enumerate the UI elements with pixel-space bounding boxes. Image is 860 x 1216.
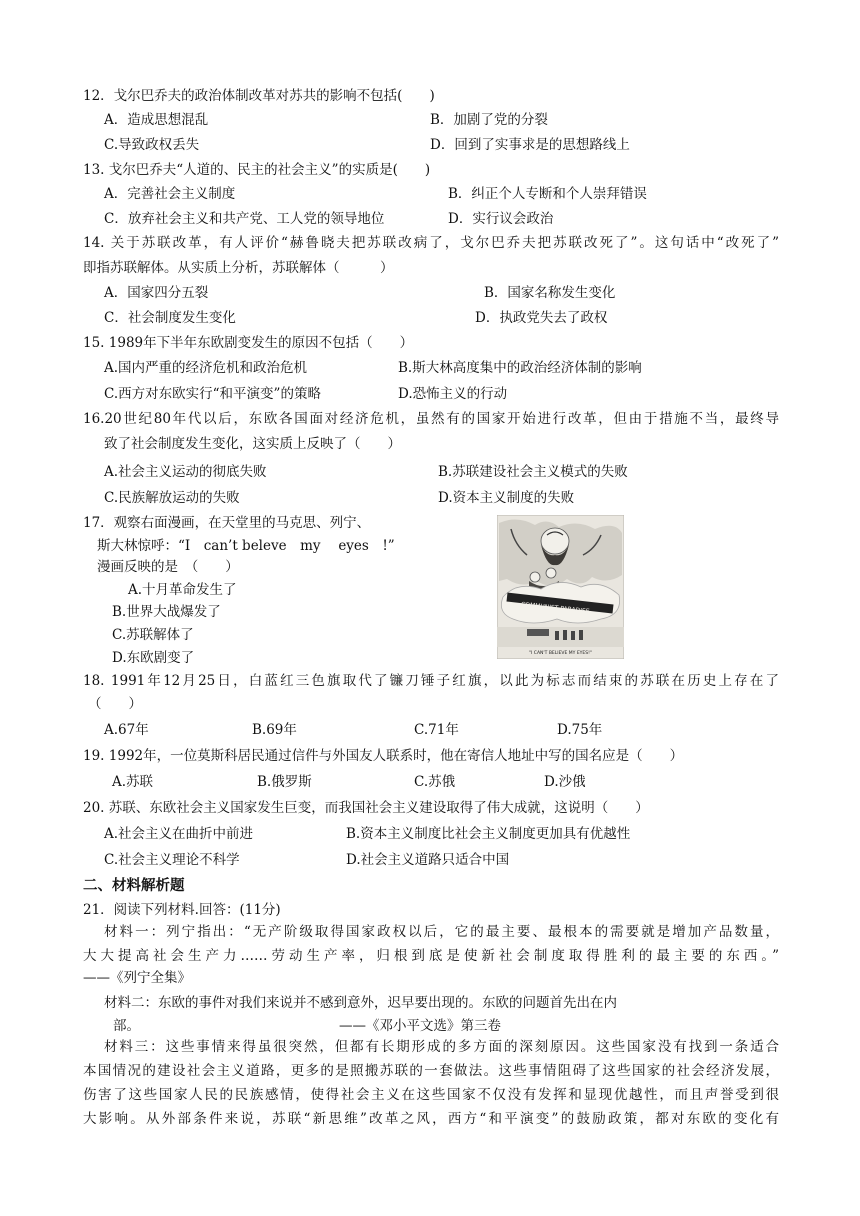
q17-stem-line2: 斯大林惊呼：“I can’t beleve my eyes !”	[97, 538, 395, 554]
q18-option-b: B.69年	[252, 722, 297, 738]
q16-option-c: C.民族解放运动的失败	[104, 490, 240, 506]
q18-option-d: D.75年	[557, 722, 603, 738]
q17-option-c: C.苏联解体了	[112, 627, 194, 643]
q18-option-a: A.67年	[104, 722, 149, 738]
q12-option-a: A．造成思想混乱	[104, 112, 209, 128]
q13-option-b: B．纠正个人专断和个人崇拜错误	[448, 186, 647, 202]
q15-option-b: B.斯大林高度集中的政治经济体制的影响	[398, 360, 642, 376]
q19-option-b: B.俄罗斯	[257, 774, 312, 790]
q17-option-b: B.世界大战爆发了	[112, 604, 221, 620]
cartoon-sign-text: COMMUNIST PARADISE	[520, 601, 590, 616]
q18-stem-line2: （ ）	[88, 696, 142, 712]
q17-stem-line3: 漫画反映的是 （ ）	[97, 559, 239, 575]
q18-stem-line1: 18. 1991年12月25日，白蓝红三色旗取代了镰刀锤子红旗，以此为标志而结束的苏联在历史上存在了	[83, 673, 779, 689]
q21-material3-line3: 伤害了这些国家人民的民族感情，使得社会主义在这些国家不仅没有发挥和显现优越性，而且声誉受到很	[83, 1087, 779, 1103]
q12-option-d: D．回到了实事求是的思想路线上	[430, 137, 630, 153]
q12-option-c: C.导致政权丢失	[104, 137, 200, 153]
q19-option-c: C.苏俄	[414, 774, 456, 790]
q14-option-b: B．国家名称发生变化	[484, 285, 616, 301]
q20-option-a: A.社会主义在曲折中前进	[104, 826, 254, 842]
q21-material3-line2: 本国情况的建设社会主义道路，更多的是照搬苏联的一套做法。这些事情阻碍了这些国家的社会经济发展，	[83, 1063, 779, 1079]
q16-option-a: A.社会主义运动的彻底失败	[104, 464, 267, 480]
q21-stem: 21．阅读下列材料.回答：(11分)	[83, 902, 281, 918]
q16-stem-line2: 致了社会制度发生变化，这实质上反映了（ ）	[104, 436, 401, 452]
q16-stem-line1: 16.20世纪80年代以后，东欧各国面对经济危机，虽然有的国家开始进行改革，但由于措施不当，最终导	[83, 411, 779, 427]
q15-option-d: D.恐怖主义的行动	[398, 386, 508, 402]
q21-material2-source: ——《邓小平文选》第三卷	[339, 1018, 501, 1034]
q14-option-c: C．社会制度发生变化	[104, 310, 236, 326]
q13-option-c: C．放弃社会主义和共产党、工人党的领导地位	[104, 211, 385, 227]
q21-material2-line1: 材料二：东欧的事件对我们来说并不感到意外，迟早要出现的。东欧的问题首先出在内	[104, 995, 617, 1011]
q16-option-d: D.资本主义制度的失败	[438, 490, 575, 506]
q13-option-d: D．实行议会政治	[448, 211, 554, 227]
q14-option-a: A．国家四分五裂	[104, 285, 209, 301]
q20-option-d: D.社会主义道路只适合中国	[346, 852, 510, 868]
q20-option-b: B.资本主义制度比社会主义制度更加具有优越性	[346, 826, 631, 842]
q14-option-d: D．执政党失去了政权	[475, 310, 608, 326]
q12-stem: 12．戈尔巴乔夫的政治体制改革对苏共的影响不包括( )	[83, 88, 435, 104]
q21-material3-line4: 大影响。从外部条件来说，苏联“新思维”改革之风，西方“和平演变”的鼓励政策，都对东欧的变化有	[83, 1111, 779, 1127]
q19-option-a: A.苏联	[112, 774, 154, 790]
q15-stem: 15. 1989年下半年东欧剧变发生的原因不包括（ ）	[83, 335, 414, 351]
q15-option-c: C.西方对东欧实行“和平演变”的策略	[104, 386, 321, 402]
cartoon-caption: "I CAN'T BELIEVE MY EYES!"	[528, 651, 593, 656]
q15-option-a: A.国内严重的经济危机和政治危机	[104, 360, 308, 376]
q14-stem-line1: 14. 关于苏联改革，有人评价“赫鲁晓夫把苏联改病了，戈尔巴乔夫把苏联改死了”。这句话中“改死了”	[83, 235, 779, 251]
section-title: 二、材料解析题	[83, 878, 185, 894]
q13-option-a: A．完善社会主义制度	[104, 186, 236, 202]
q12-option-b: B．加剧了党的分裂	[430, 112, 548, 128]
q17-option-d: D.东欧剧变了	[112, 650, 195, 666]
cartoon-image	[497, 515, 624, 659]
q21-material2-line2: 部。	[113, 1018, 140, 1034]
q14-stem-line2: 即指苏联解体。从实质上分析，苏联解体（ ）	[83, 260, 394, 276]
q21-material1-line2: 大大提高社会生产力……劳动生产率，归根到底是使新社会制度取得胜利的最主要的东西。”	[83, 948, 779, 964]
q19-option-d: D.沙俄	[544, 774, 586, 790]
q21-material1-line1: 材料一：列宁指出：“无产阶级取得国家政权以后，它的最主要、最根本的需要就是增加产品数量，	[104, 924, 779, 940]
q18-option-c: C.71年	[414, 722, 459, 738]
q19-stem: 19. 1992年，一位莫斯科居民通过信件与外国友人联系时，他在寄信人地址中写的国名应是（ ）	[83, 748, 684, 764]
q13-stem: 13. 戈尔巴乔夫“人道的、民主的社会主义”的实质是( )	[83, 162, 431, 178]
q21-material1-source: ——《列宁全集》	[83, 970, 191, 986]
q20-stem: 20. 苏联、东欧社会主义国家发生巨变，而我国社会主义建设取得了伟大成就，这说明（ ）	[83, 800, 649, 816]
q20-option-c: C.社会主义理论不科学	[104, 852, 240, 868]
q21-material3-line1: 材料三：这些事情来得虽很突然，但都有长期形成的多方面的深刻原因。这些国家没有找到一条适合	[104, 1039, 779, 1055]
q16-option-b: B.苏联建设社会主义模式的失败	[438, 464, 628, 480]
q17-stem-line1: 17．观察右面漫画，在天堂里的马克思、列宁、	[83, 515, 371, 531]
q17-option-a: A.十月革命发生了	[128, 582, 237, 598]
